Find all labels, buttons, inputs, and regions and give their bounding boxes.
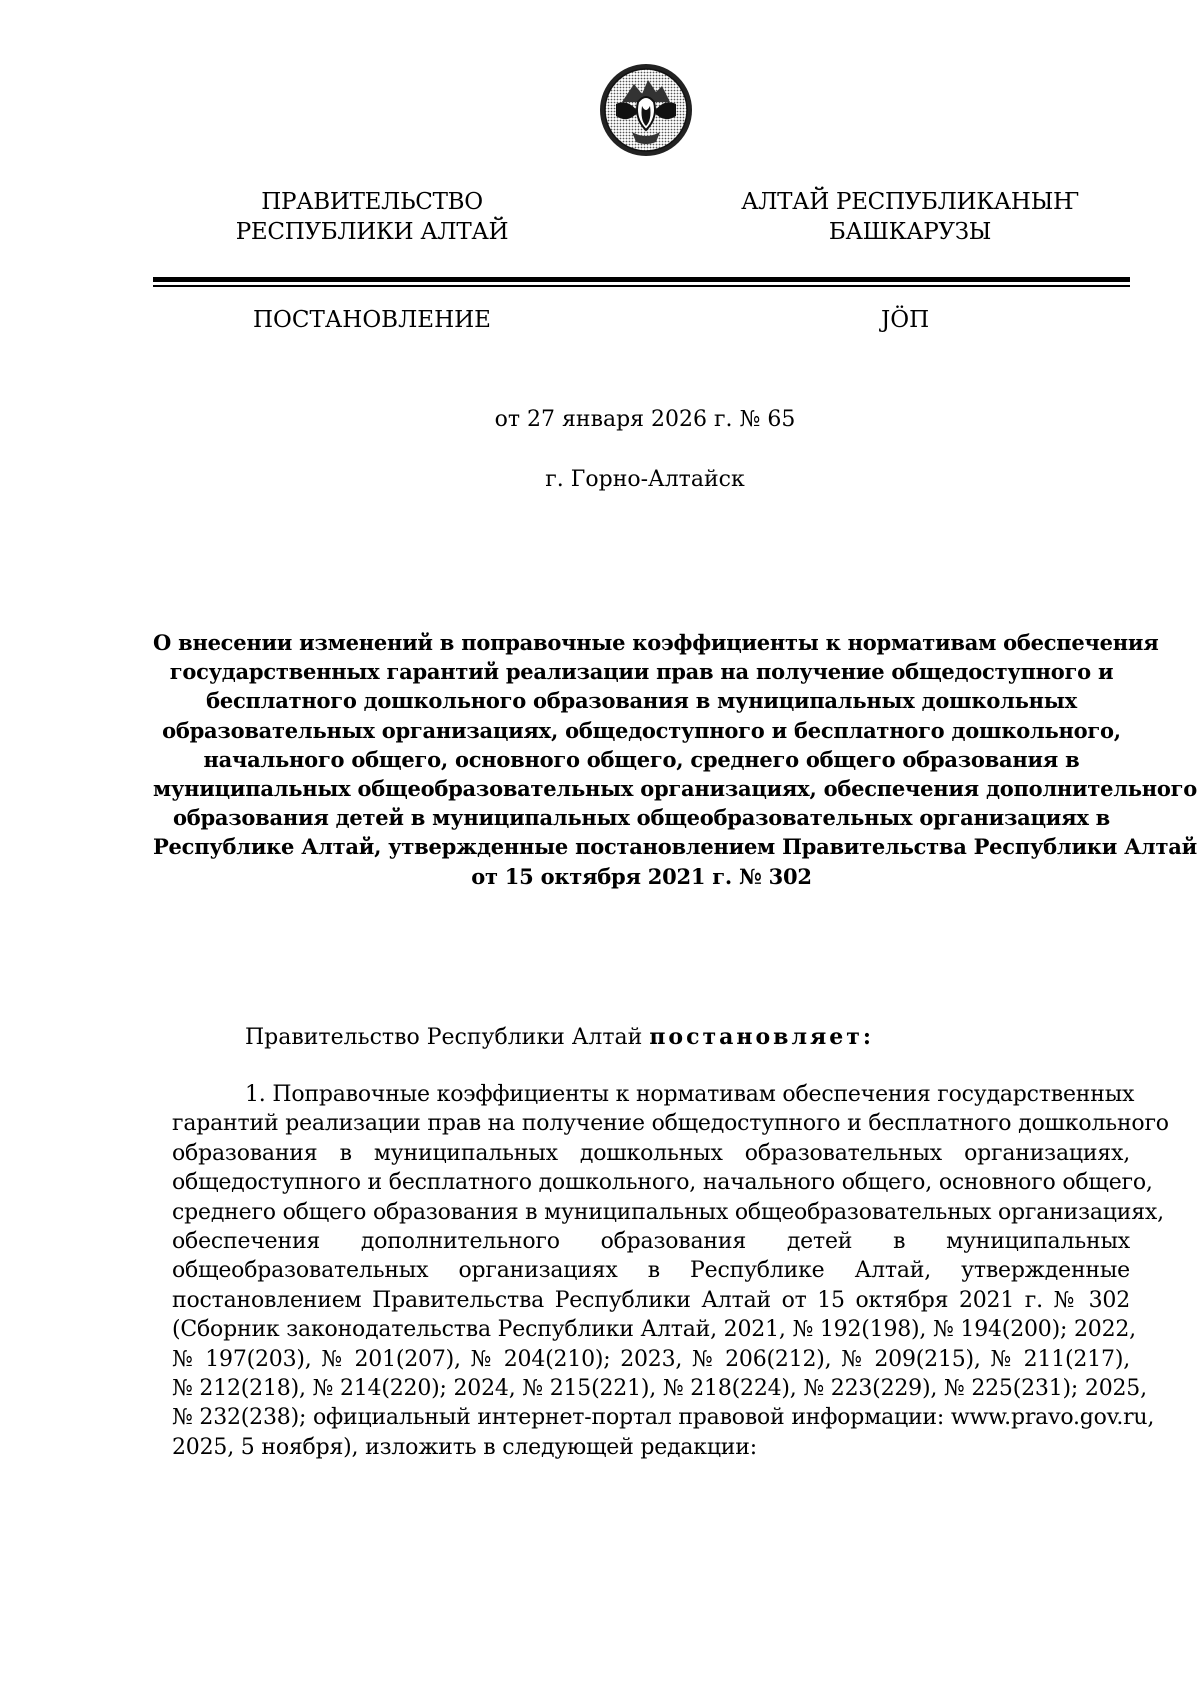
- document-type-altai: ЈӦП: [881, 307, 930, 333]
- paragraph-line: 1. Поправочные коэффициенты к нормативам обеспечения государственных: [245, 1082, 1135, 1107]
- title-line: Республике Алтай, утвержденные постановлением Правительства Республики Алтай: [153, 834, 1197, 860]
- coat-of-arms-icon: [598, 62, 694, 158]
- org-name-russian-line-1: ПРАВИТЕЛЬСТВО: [261, 189, 483, 215]
- paragraph-line: № 197(203), № 201(207), № 204(210); 2023, № 206(212), № 209(215), № 211(217),: [172, 1346, 1130, 1372]
- org-name-altai: [700, 187, 1120, 247]
- title-line: муниципальных общеобразовательных организациях, обеспечения дополнительного: [153, 776, 1198, 802]
- title-line: от 15 октября 2021 г. № 302: [471, 863, 812, 889]
- resolution-clause: [245, 1022, 874, 1053]
- paragraph-line: образования в муниципальных дошкольных образовательных организациях,: [172, 1140, 1130, 1166]
- header-divider-thick: [153, 277, 1130, 282]
- resolution-verb: постановляет:: [649, 1024, 874, 1050]
- paragraph-line: гарантий реализации прав на получение общедоступного и бесплатного дошкольного: [172, 1111, 1169, 1137]
- paragraph-line: № 232(238); официальный интернет-портал правовой информации: www.pravo.gov.ru,: [172, 1405, 1155, 1431]
- paragraph-line: среднего общего образования в муниципальных общеобразовательных организациях,: [172, 1199, 1164, 1225]
- paragraph-line: общедоступного и бесплатного дошкольного, начального общего, основного общего,: [172, 1170, 1153, 1196]
- org-name-russian: [162, 187, 582, 247]
- org-name-altai-line-2: БАШКАРУЗЫ: [828, 219, 992, 245]
- document-type-russian: ПОСТАНОВЛЕНИЕ: [253, 307, 491, 333]
- paragraph-line: общеобразовательных организациях в Республике Алтай, утвержденные: [172, 1258, 1130, 1284]
- document-title: [153, 628, 1198, 891]
- document-city: г. Горно-Алтайск: [545, 467, 745, 492]
- document-date-number: от 27 января 2026 г. № 65: [494, 407, 796, 432]
- paragraph-line: обеспечения дополнительного образования детей в муниципальных: [172, 1229, 1130, 1255]
- title-line: образования детей в муниципальных общеобразовательных организациях в: [172, 805, 1111, 831]
- title-line: образовательных организациях, общедоступного и бесплатного дошкольного,: [162, 717, 1121, 743]
- title-line: государственных гарантий реализации прав на получение общедоступного и: [169, 659, 1114, 685]
- org-name-altai-line-1: АЛТАЙ РЕСПУБЛИКАНЫҤ: [741, 189, 1079, 215]
- paragraph-line: № 212(218), № 214(220); 2024, № 215(221), № 218(224), № 223(229), № 225(231); 2025,: [172, 1376, 1147, 1402]
- paragraph-line: (Сборник законодательства Республики Алтай, 2021, № 192(198), № 194(200); 2022,: [172, 1317, 1136, 1343]
- resolution-subject: Правительство Республики Алтай: [245, 1025, 650, 1050]
- header-divider-thin: [153, 285, 1130, 287]
- title-line: начального общего, основного общего, среднего общего образования в: [203, 746, 1080, 772]
- paragraph-line: 2025, 5 ноября), изложить в следующей редакции:: [172, 1434, 757, 1460]
- title-line: О внесении изменений в поправочные коэффициенты к нормативам обеспечения: [153, 630, 1159, 655]
- org-name-russian-line-2: РЕСПУБЛИКИ АЛТАЙ: [235, 219, 509, 245]
- body-paragraph-1: [172, 1080, 1169, 1462]
- title-line: бесплатного дошкольного образования в муниципальных дошкольных: [206, 688, 1077, 714]
- paragraph-line: постановлением Правительства Республики Алтай от 15 октября 2021 г. № 302: [172, 1287, 1130, 1313]
